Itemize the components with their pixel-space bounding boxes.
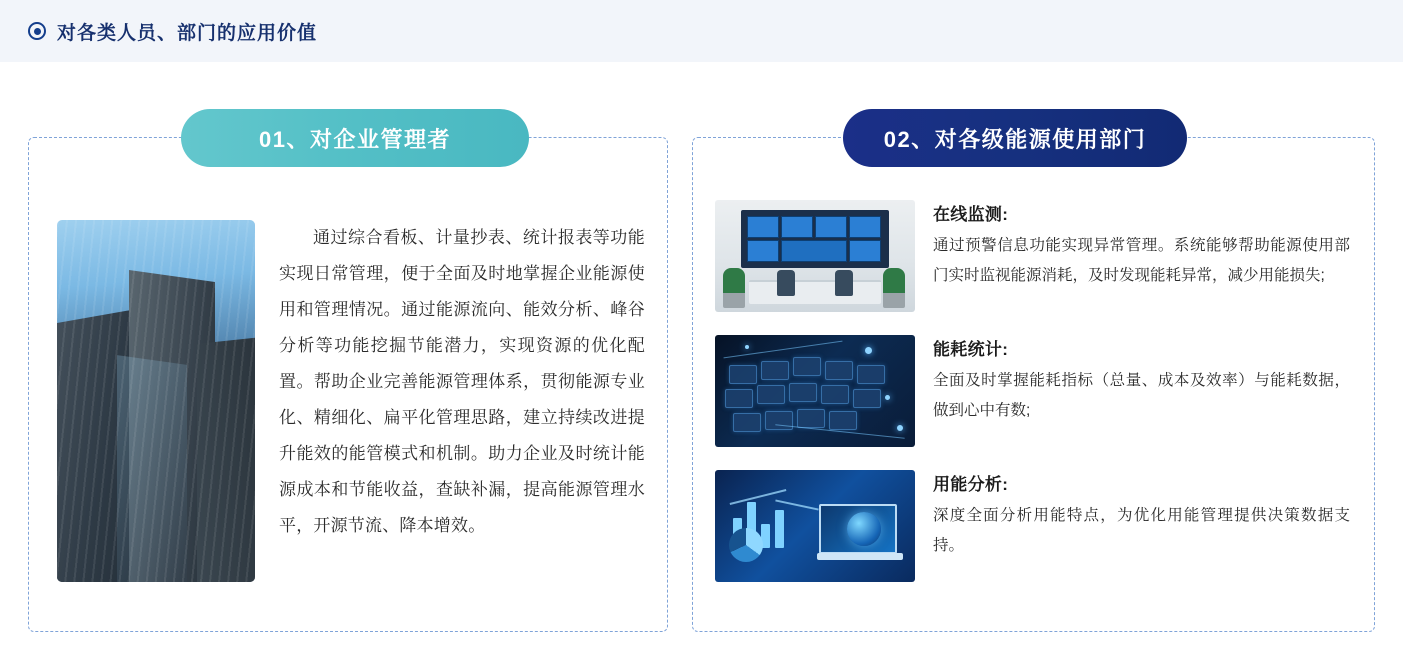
chair xyxy=(777,270,795,296)
key-cap xyxy=(797,409,825,428)
keyboard-data-photo xyxy=(715,335,915,447)
target-dot-icon xyxy=(28,22,46,40)
plant xyxy=(723,268,745,308)
manager-paragraph: 通过综合看板、计量抄表、统计报表等功能实现日常管理，便于全面及时地掌握企业能源使用和管理情况。通过能源流向、能效分析、峰谷分析等功能挖掘节能潜力，实现资源的优化配置。帮助企业完善能源管理体系，贯彻能源专业化、精细化、扁平化管理思路，建立持续改进提升能效的能管模式和机制。助力企业及时统计能源成本和节能收益，查缺补漏，提高能源管理水平，开源节流、降本增效。 xyxy=(279,228,645,535)
data-node xyxy=(745,345,749,349)
key-cap xyxy=(725,389,753,408)
key-cap xyxy=(821,385,849,404)
trend-line xyxy=(775,499,818,510)
data-node xyxy=(885,395,890,400)
key-cap xyxy=(825,361,853,380)
feature-row xyxy=(715,200,1350,312)
header-inner xyxy=(0,18,317,45)
panel-manager xyxy=(28,126,668,632)
control-room-photo xyxy=(715,200,915,312)
feature-title: 在线监测: xyxy=(933,205,1009,224)
wall-screen xyxy=(849,240,881,262)
page-title: 对各类人员、部门的应用价值 xyxy=(57,22,318,44)
pie-chart xyxy=(729,528,763,562)
panel-departments-body xyxy=(715,200,1350,582)
feature-desc: 深度全面分析用能特点，为优化用能管理提供决策数据支持。 xyxy=(933,507,1350,554)
wall-screen xyxy=(747,240,779,262)
analytics-laptop-photo xyxy=(715,470,915,582)
wall-screen xyxy=(849,216,881,238)
chair xyxy=(835,270,853,296)
panel-manager-body xyxy=(57,220,645,582)
panel-departments xyxy=(692,126,1375,632)
feature-row xyxy=(715,470,1350,582)
data-node xyxy=(865,347,872,354)
desk xyxy=(749,280,881,304)
key-cap xyxy=(853,389,881,408)
key-cap xyxy=(857,365,885,384)
wall-screen xyxy=(781,216,813,238)
feature-row xyxy=(715,335,1350,447)
feature-title: 用能分析: xyxy=(933,475,1009,494)
key-cap xyxy=(733,413,761,432)
panel-badge-manager: 01、对企业管理者 xyxy=(181,109,529,167)
key-cap xyxy=(757,385,785,404)
panel-badge-departments: 02、对各级能源使用部门 xyxy=(843,109,1187,167)
wall-screen xyxy=(815,216,847,238)
chart-bar xyxy=(775,510,784,548)
key-cap xyxy=(729,365,757,384)
wall-screen xyxy=(747,216,779,238)
feature-text xyxy=(933,200,1350,291)
data-line xyxy=(724,341,843,359)
globe-graphic xyxy=(847,512,881,546)
key-cap xyxy=(793,357,821,376)
building-facade-stripes xyxy=(57,220,255,582)
feature-desc: 全面及时掌握能耗指标（总量、成本及效率）与能耗数据，做到心中有数; xyxy=(933,372,1350,419)
data-node xyxy=(897,425,903,431)
feature-desc: 通过预警信息功能实现异常管理。系统能够帮助能源使用部门实时监视能源消耗，及时发现能耗异常，减少用能损失; xyxy=(933,237,1350,284)
feature-text xyxy=(933,335,1350,426)
feature-title: 能耗统计: xyxy=(933,340,1009,359)
laptop-base xyxy=(817,553,903,560)
plant xyxy=(883,268,905,308)
key-cap xyxy=(829,411,857,430)
wall-screen-wide xyxy=(781,240,847,262)
page-header xyxy=(0,0,1403,62)
trend-line xyxy=(730,489,787,505)
key-cap xyxy=(789,383,817,402)
key-cap xyxy=(765,411,793,430)
office-buildings-photo xyxy=(57,220,255,582)
feature-text xyxy=(933,470,1350,561)
key-cap xyxy=(761,361,789,380)
